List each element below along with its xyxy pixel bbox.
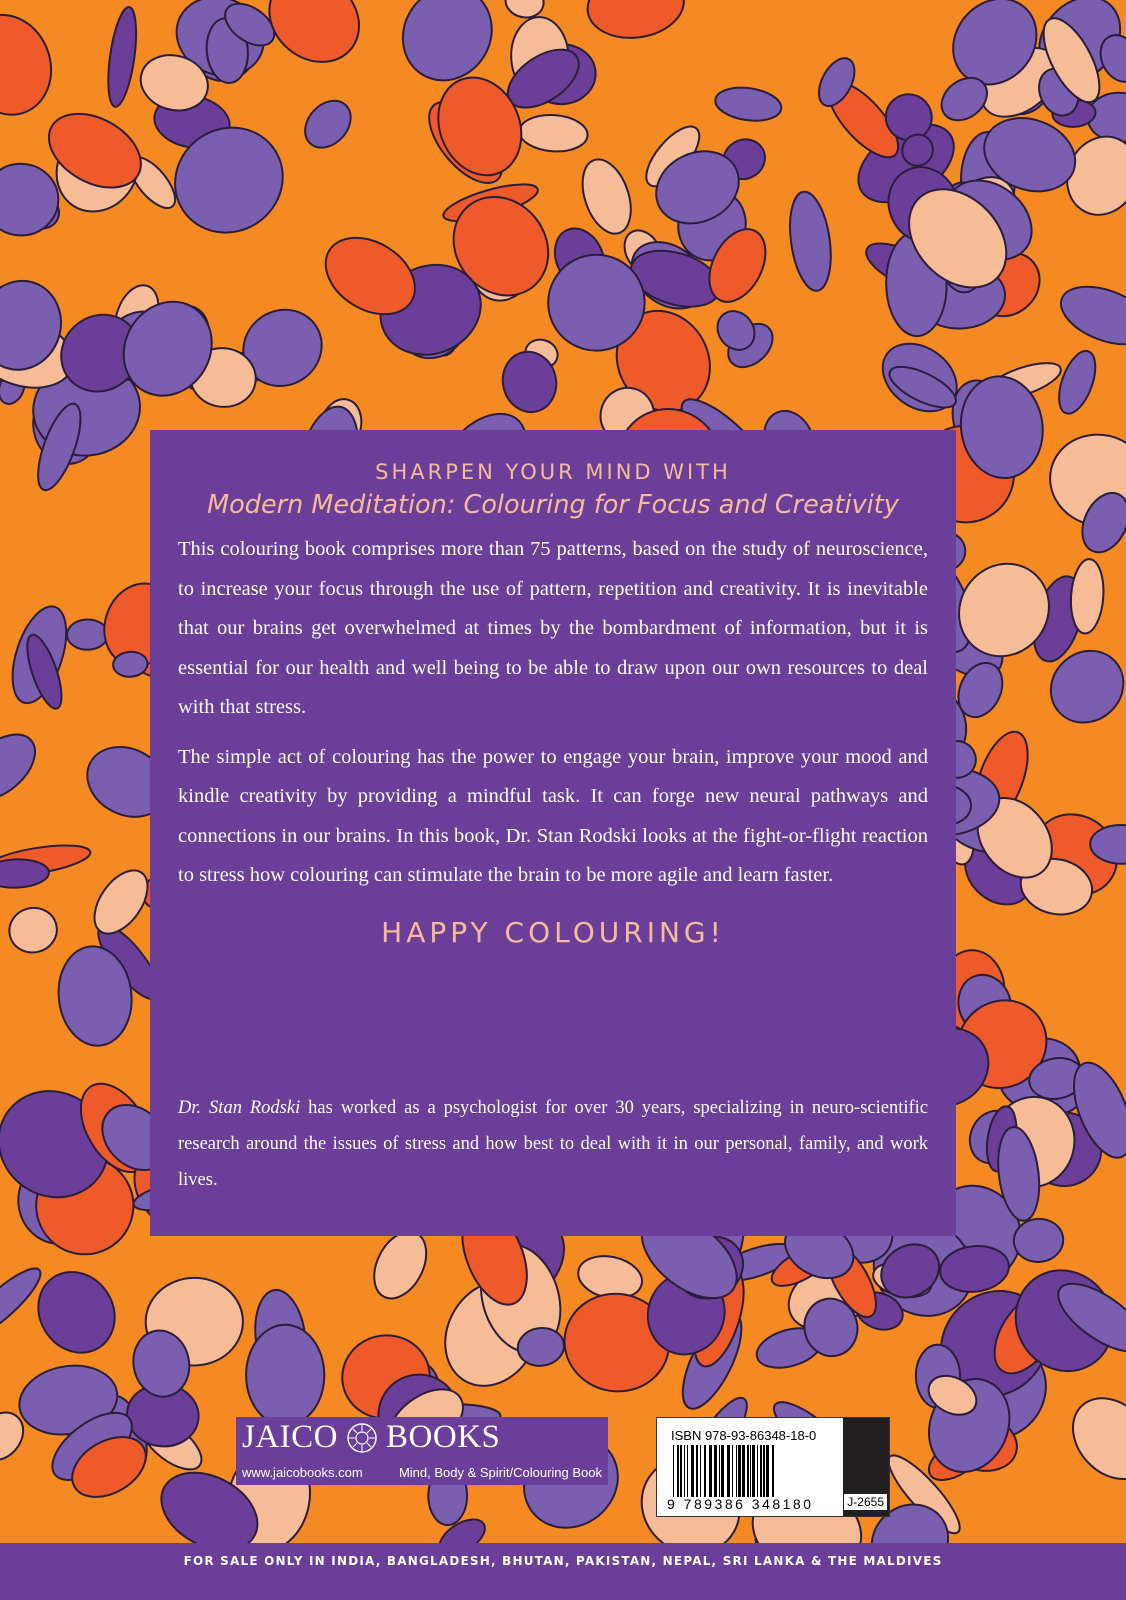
barcode-bar bbox=[757, 1445, 758, 1497]
barcode-bar bbox=[750, 1445, 751, 1497]
kicker-text: SHARPEN YOUR MIND WITH bbox=[375, 460, 731, 484]
sale-territory-footer: FOR SALE ONLY IN INDIA, BANGLADESH, BHUTAN, PAKISTAN, NEPAL, SRI LANKA & THE MALDIVES bbox=[0, 1543, 1126, 1600]
barcode-bar bbox=[687, 1445, 688, 1497]
publisher-name bbox=[242, 1419, 500, 1456]
pattern-blob bbox=[713, 84, 783, 125]
author-name: Dr. Stan Rodski bbox=[178, 1098, 301, 1118]
barcode-digits: 9 789386 348180 bbox=[667, 1496, 814, 1512]
barcode-bar bbox=[727, 1445, 730, 1497]
barcode-bar bbox=[677, 1445, 679, 1497]
description-paragraph-1: This colouring book comprises more than 75 patterns, based on the study of neuroscience, to increase your focus through the use of pattern, repetition and creativity. It is inevitable that our brains get overwhelmed at times by the bombardment of information, but it is essential for our health and well being to be able to draw upon our own resources to deal with that stress. bbox=[178, 538, 928, 718]
publisher-name-right: BOOKS bbox=[386, 1419, 501, 1455]
pattern-blob bbox=[518, 113, 589, 154]
barcode-bar bbox=[691, 1445, 694, 1497]
barcode-bar bbox=[709, 1445, 712, 1497]
barcode-bar bbox=[714, 1445, 717, 1497]
barcode-bar bbox=[673, 1445, 674, 1497]
barcode-bar bbox=[700, 1445, 701, 1497]
barcode-bar bbox=[684, 1445, 685, 1497]
pattern-blob bbox=[1053, 275, 1126, 355]
author-bio bbox=[178, 1090, 928, 1198]
pattern-blob bbox=[1052, 346, 1103, 418]
barcode-bar bbox=[766, 1445, 769, 1497]
barcode-bar bbox=[721, 1445, 724, 1497]
pattern-blob bbox=[0, 722, 47, 812]
barcode bbox=[671, 1445, 833, 1497]
author-bio-text: has worked as a psychologist for over 30 years, specializing in neuro-scientific research around the issues of stress and how best to deal with it in our personal, family, and work lives. bbox=[178, 1098, 928, 1190]
barcode-bar bbox=[752, 1445, 755, 1497]
barcode-bar bbox=[696, 1445, 698, 1497]
pattern-blob bbox=[1057, 1382, 1126, 1494]
pattern-blob bbox=[67, 619, 109, 650]
isbn-barcode-block bbox=[656, 1417, 890, 1517]
sku-code: J-2655 bbox=[844, 1494, 887, 1510]
pattern-blob bbox=[574, 153, 640, 240]
barcode-bar bbox=[704, 1445, 706, 1497]
pattern-blob bbox=[583, 0, 688, 44]
jaico-sun-logo-icon bbox=[346, 1422, 378, 1454]
description-panel bbox=[150, 430, 956, 1236]
barcode-bar bbox=[719, 1445, 720, 1497]
pattern-blob bbox=[296, 92, 360, 157]
pattern-blob bbox=[246, 1325, 324, 1426]
barcode-bar bbox=[738, 1445, 741, 1497]
barcode-bar bbox=[742, 1445, 745, 1497]
barcode-bar bbox=[680, 1445, 682, 1497]
happy-colouring-text: HAPPY COLOURING! bbox=[381, 915, 725, 949]
pattern-blob bbox=[1069, 558, 1106, 634]
pattern-blob bbox=[0, 2, 65, 127]
publisher-name-left: JAICO bbox=[242, 1419, 339, 1455]
barcode-bar bbox=[772, 1445, 774, 1497]
publisher-category: Mind, Body & Spirit/Colouring Book bbox=[398, 1465, 602, 1480]
barcode-bar bbox=[760, 1445, 762, 1497]
pattern-blob bbox=[5, 903, 61, 957]
barcode-bar bbox=[732, 1445, 733, 1497]
pattern-blob bbox=[103, 5, 141, 108]
isbn-label: ISBN 978-93-86348-18-0 bbox=[671, 1428, 817, 1443]
publisher-website: www.jaicobooks.com bbox=[242, 1465, 363, 1480]
book-title: Modern Meditation: Colouring for Focus and Creativity bbox=[207, 490, 899, 520]
barcode-bar bbox=[763, 1445, 765, 1497]
barcode-bar bbox=[747, 1445, 749, 1497]
barcode-bar bbox=[736, 1445, 737, 1497]
publisher-block bbox=[236, 1417, 608, 1485]
pattern-blob bbox=[784, 189, 836, 293]
description-paragraph-2: The simple act of colouring has the power to engage your brain, improve your mood and kindle creativity by providing a mindful task. It can forge new neural pathways and connections in our brains. In this book, Dr. Stan Rodski looks at the fight-or-flight reaction to stress how colouring can stimulate the brain to be more agile and learn faster. bbox=[178, 745, 928, 886]
